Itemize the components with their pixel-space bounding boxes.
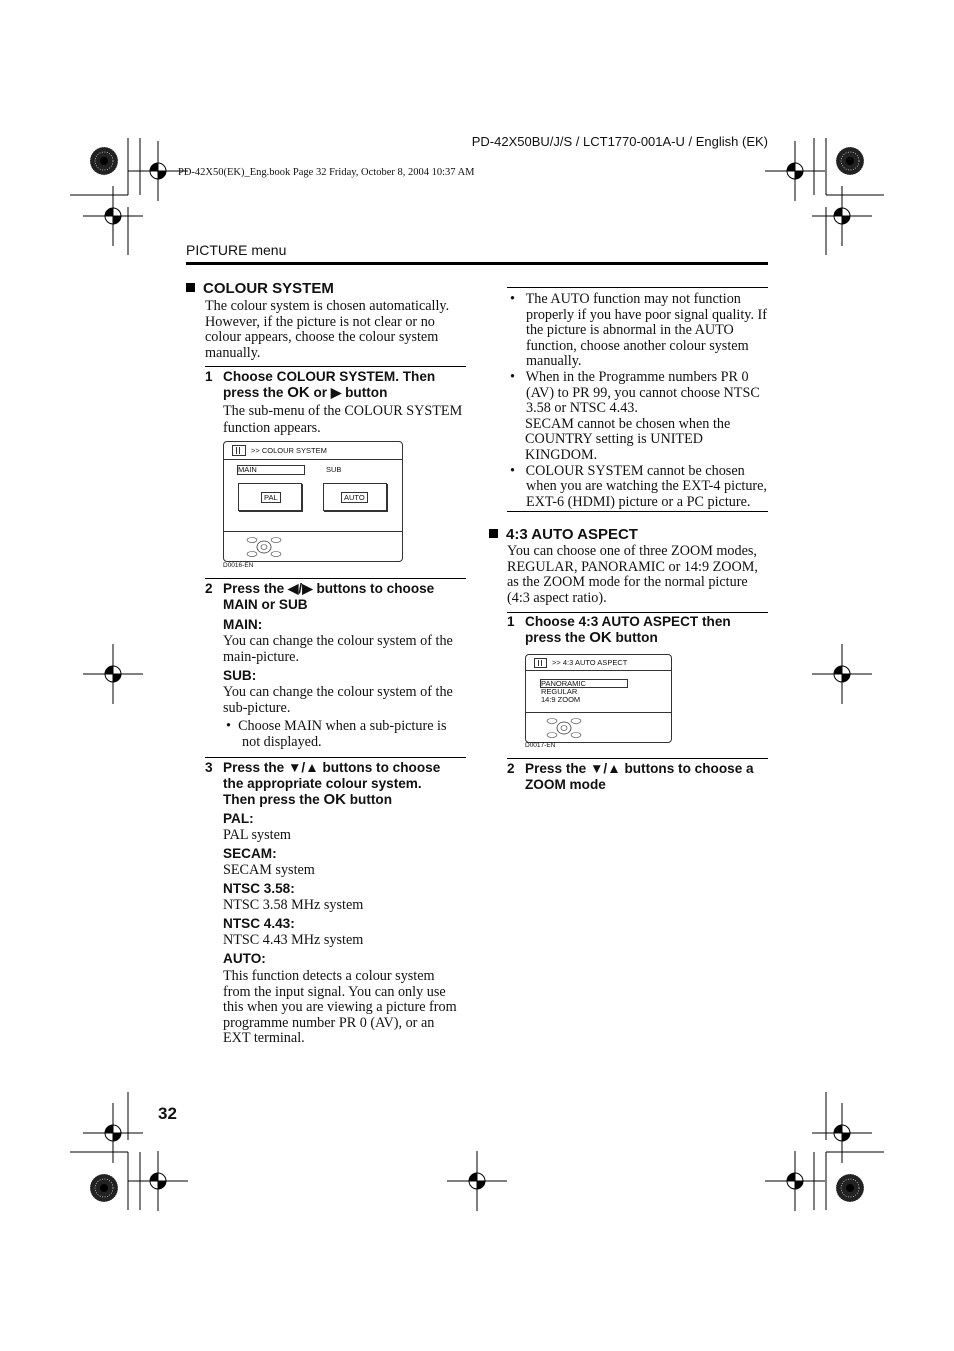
step-text: Choose COLOUR SYSTEM. Then [223, 369, 436, 384]
note-text: COLOUR SYSTEM cannot be chosen when you are watching the EXT-4 picture, EXT-6 (HDMI) picture or a PC picture. [525, 462, 767, 510]
colour-system-heading [186, 280, 334, 297]
text: press the [223, 385, 288, 400]
notes-list [510, 292, 768, 510]
step-text: MAIN or SUB [223, 597, 308, 612]
text: button [341, 385, 388, 400]
main-label: MAIN: [223, 617, 263, 632]
text: press the [525, 630, 590, 645]
osd-sub-tab[interactable]: SUB [326, 465, 342, 474]
heading-text: 4:3 AUTO ASPECT [506, 526, 638, 543]
list-item: • COLOUR SYSTEM cannot be chosen when you are watching the EXT-4 picture, EXT-6 (HDMI) picture or a PC picture. [510, 462, 767, 510]
square-bullet-icon [186, 283, 195, 292]
osd-main-tab[interactable]: MAIN [237, 465, 305, 475]
osd-option-panoramic[interactable]: PANORAMIC [540, 679, 628, 688]
model-code: PD-42X50BU/J/S / LCT1770-001A-U / English (EK) [471, 134, 768, 149]
sub-label: SUB: [223, 668, 257, 683]
heading-text: COLOUR SYSTEM [203, 280, 334, 297]
auto-text: This function detects a colour system from the input signal. You can only use this when you are viewing a picture from programme number PR 0 (AV), or an EXT terminal. [223, 968, 457, 1047]
pal-text: PAL system [223, 827, 291, 843]
ok-button-label: OK [323, 791, 346, 808]
auto-aspect-osd [525, 654, 672, 743]
step-text: Press the ▼/▲ buttons to choose a [525, 761, 754, 776]
main-text: You can change the colour system of the main-picture. [223, 633, 453, 665]
page-number: 32 [158, 1104, 177, 1123]
step-1-aspect [507, 614, 770, 646]
osd-option-regular[interactable]: REGULAR [541, 687, 578, 696]
sub-text: You can change the colour system of the sub-picture. [223, 684, 453, 716]
step-text [223, 385, 468, 401]
divider [507, 758, 768, 759]
osd-title: >> 4:3 AUTO ASPECT [552, 658, 628, 667]
figure-code: D0017-EN [525, 742, 556, 749]
secam-label: SECAM: [223, 846, 277, 861]
list-item [226, 719, 464, 750]
step-text [223, 792, 468, 808]
text: button [611, 630, 658, 645]
step-number: 2 [507, 761, 515, 776]
text: button [345, 792, 393, 807]
book-line: PD-42X50(EK)_Eng.book Page 32 Friday, October 8, 2004 10:37 AM [178, 167, 475, 178]
step-1 [205, 369, 468, 401]
osd-titlebar [224, 442, 402, 460]
right-arrow-icon: ▶ [330, 385, 342, 400]
list-item: • The AUTO function may not function properly if you have poor signal quality. If the picture is abnormal in the AUTO function, choose another colour system manually. [510, 291, 767, 370]
ok-button-label: OK [287, 384, 310, 401]
text: Choose MAIN when a sub-picture is not displayed. [238, 718, 447, 750]
step-number: 3 [205, 760, 213, 775]
note-text: The AUTO function may not function properly if you have poor signal quality. If the picture is abnormal in the AUTO function, choose another colour system manually. [525, 291, 767, 370]
figure-code: D0016-EN [223, 562, 254, 569]
ntsc358-text: NTSC 3.58 MHz system [223, 897, 364, 913]
step-2 [205, 581, 468, 613]
colour-system-intro: The colour system is chosen automatically. However, if the picture is not clear or no colour appears, choose the colour system manually. [205, 298, 450, 361]
step-text [525, 630, 770, 646]
auto-label: AUTO: [223, 951, 266, 966]
menu-icon [534, 658, 547, 668]
text: or [309, 385, 331, 400]
remote-pad-icon [246, 536, 282, 558]
step-text: Press the ▼/▲ buttons to choose [223, 760, 441, 775]
auto-aspect-heading [489, 526, 638, 543]
step-number: 1 [205, 369, 213, 384]
osd-sub-box [323, 483, 387, 511]
colour-system-osd [223, 441, 403, 562]
divider [507, 612, 768, 613]
section-title: PICTURE menu [186, 242, 287, 258]
step-2-aspect [507, 761, 770, 793]
osd-auto-option[interactable]: AUTO [341, 492, 368, 503]
square-bullet-icon [489, 529, 498, 538]
ntsc443-text: NTSC 4.43 MHz system [223, 932, 364, 948]
header-rule [186, 262, 768, 265]
auto-aspect-intro: You can choose one of three ZOOM modes, REGULAR, PANORAMIC or 14:9 ZOOM, as the ZOOM mode for the normal picture (4:3 aspect ratio). [507, 543, 758, 606]
step-text: the appropriate colour system. [223, 776, 422, 791]
divider [205, 578, 466, 579]
bullet-text: • Choose MAIN when a sub-picture is not displayed. [226, 718, 447, 750]
text: Then press the [223, 792, 324, 807]
divider [205, 757, 466, 758]
ntsc443-label: NTSC 4.43: [223, 916, 295, 931]
step-number: 2 [205, 581, 213, 596]
note-text: When in the Programme numbers PR 0 (AV) to PR 99, you cannot choose NTSC 3.58 or NTSC 4.43. [525, 368, 760, 417]
remote-pad-icon [546, 717, 582, 739]
step-text: Press the ◀/▶ buttons to choose [223, 581, 435, 596]
osd-divider [526, 712, 671, 713]
step-3 [205, 760, 468, 808]
step-text: Choose 4:3 AUTO ASPECT then [525, 614, 731, 629]
divider [507, 287, 768, 288]
secam-text: SECAM system [223, 862, 315, 878]
osd-pal-option[interactable]: PAL [261, 492, 281, 503]
divider [205, 366, 466, 367]
osd-main-box [238, 483, 302, 511]
step-text: ZOOM mode [525, 777, 606, 792]
osd-divider [224, 531, 402, 532]
ntsc358-label: NTSC 3.58: [223, 881, 295, 896]
step-number: 1 [507, 614, 515, 629]
divider [507, 511, 768, 512]
osd-option-zoom[interactable]: 14:9 ZOOM [541, 695, 581, 704]
ok-button-label: OK [589, 629, 612, 646]
step-1-body: The sub-menu of the COLOUR SYSTEM function appears. [223, 403, 463, 436]
note-text: SECAM cannot be chosen when the COUNTRY setting is UNITED KINGDOM. [525, 415, 731, 463]
osd-title: >> COLOUR SYSTEM [251, 446, 327, 455]
osd-titlebar [526, 655, 671, 671]
menu-icon [232, 445, 246, 456]
list-item: • When in the Programme numbers PR 0 (AV) to PR 99, you cannot choose NTSC 3.58 or NTSC 4.43. [510, 368, 760, 417]
pal-label: PAL: [223, 811, 254, 826]
